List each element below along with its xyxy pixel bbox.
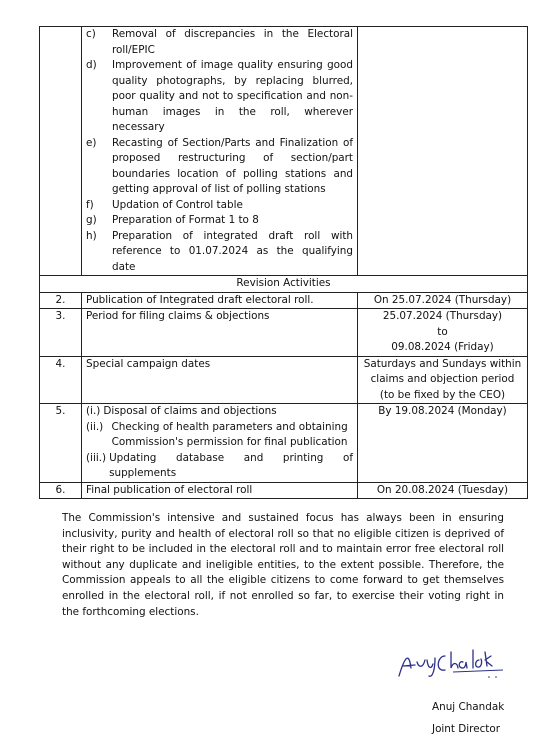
task-list: [86, 27, 353, 275]
activity-cell: Period for filing claims & objections: [82, 309, 358, 357]
list-item: [86, 198, 353, 214]
sub-item-text: Updating database and printing of supplements: [109, 451, 353, 479]
schedule-table: [39, 26, 528, 499]
table-row: [40, 27, 528, 276]
item-key: e): [86, 136, 97, 149]
date-cell: [358, 27, 528, 276]
item-text: Updation of Control table: [112, 198, 243, 211]
item-text: Removal of discrepancies in the Electoral roll/EPIC: [112, 28, 353, 56]
date-cell: By 19.08.2024 (Monday): [358, 404, 528, 483]
table-row: [40, 356, 528, 404]
revision-activities-heading: Revision Activities: [40, 276, 528, 293]
activity-cell: [82, 404, 358, 483]
serial-cell: 3.: [40, 309, 82, 357]
sub-item: [86, 451, 353, 482]
item-key: h): [86, 229, 97, 242]
serial-cell: 2.: [40, 292, 82, 309]
item-key: g): [86, 214, 97, 226]
signatory-block: [432, 696, 504, 740]
item-key: c): [86, 28, 96, 40]
list-item: [86, 213, 353, 229]
sub-item: [86, 420, 353, 451]
date-cell: On 20.08.2024 (Tuesday): [358, 482, 528, 499]
item-text: Preparation of Format 1 to 8: [112, 214, 259, 226]
serial-cell: 4.: [40, 356, 82, 404]
sub-item-key: (i.): [86, 405, 101, 417]
list-item: [86, 27, 353, 58]
sub-item-key: (ii.): [86, 420, 104, 433]
date-line: 25.07.2024 (Thursday): [382, 310, 503, 322]
list-item: [86, 58, 353, 136]
appeal-paragraph: The Commission's intensive and sustained focus has always been in ensuring inclusivity, purity and health of electoral roll so that no eligible citizen is deprived of their right to be included in the electoral roll and to maintain error free electoral roll without any duplicate and ineligible entities, to the extent possible. Therefore, the Commission appeals to all the eligible citizens to come forward to get themselves enrolled in the electoral roll, if not enrolled so far, to exercise their voting right in the forthcoming elections.: [62, 512, 504, 618]
list-item: [86, 229, 353, 276]
item-key: f): [86, 198, 94, 211]
table-row: [40, 309, 528, 357]
table-row: [40, 404, 528, 483]
serial-cell: [40, 27, 82, 276]
table-row: [40, 482, 528, 499]
activity-cell: [82, 27, 358, 276]
date-line: 09.08.2024 (Friday): [391, 341, 494, 353]
sub-item-key: (iii.): [86, 451, 107, 464]
date-cell: [358, 309, 528, 357]
sub-item-text: Disposal of claims and objections: [103, 405, 277, 417]
activity-cell: Final publication of electoral roll: [82, 482, 358, 499]
table-row: [40, 292, 528, 309]
signatory-name: Anuj Chandak: [432, 701, 505, 713]
sub-item-text: Checking of health parameters and obtaining Commission's permission for final publication: [111, 420, 348, 448]
item-text: Improvement of image quality ensuring good quality photographs, by replacing blurred, poor quality and not to specification and non-human images in the roll, wherever necessary: [112, 59, 353, 133]
activity-cell: Publication of Integrated draft electoral roll.: [82, 292, 358, 309]
signatory-designation: Joint Director: [432, 723, 501, 735]
date-cell: On 25.07.2024 (Thursday): [358, 292, 528, 309]
serial-cell: 6.: [40, 482, 82, 499]
sub-item: [86, 404, 353, 420]
date-cell: Saturdays and Sundays within claims and objection period (to be fixed by the CEO): [358, 356, 528, 404]
item-key: d): [86, 59, 97, 71]
date-line: to: [437, 325, 448, 338]
item-text: Preparation of integrated draft roll with reference to 01.07.2024 as the qualifying date: [112, 229, 353, 273]
activity-cell: Special campaign dates: [82, 356, 358, 404]
serial-cell: 5.: [40, 404, 82, 483]
section-heading-row: [40, 276, 528, 293]
item-text: Recasting of Section/Parts and Finalization of proposed restructuring of section/part boundaries location of polling stations and getting approval of list of polling stations: [112, 136, 353, 195]
signature-image: [393, 646, 513, 682]
list-item: [86, 136, 353, 198]
